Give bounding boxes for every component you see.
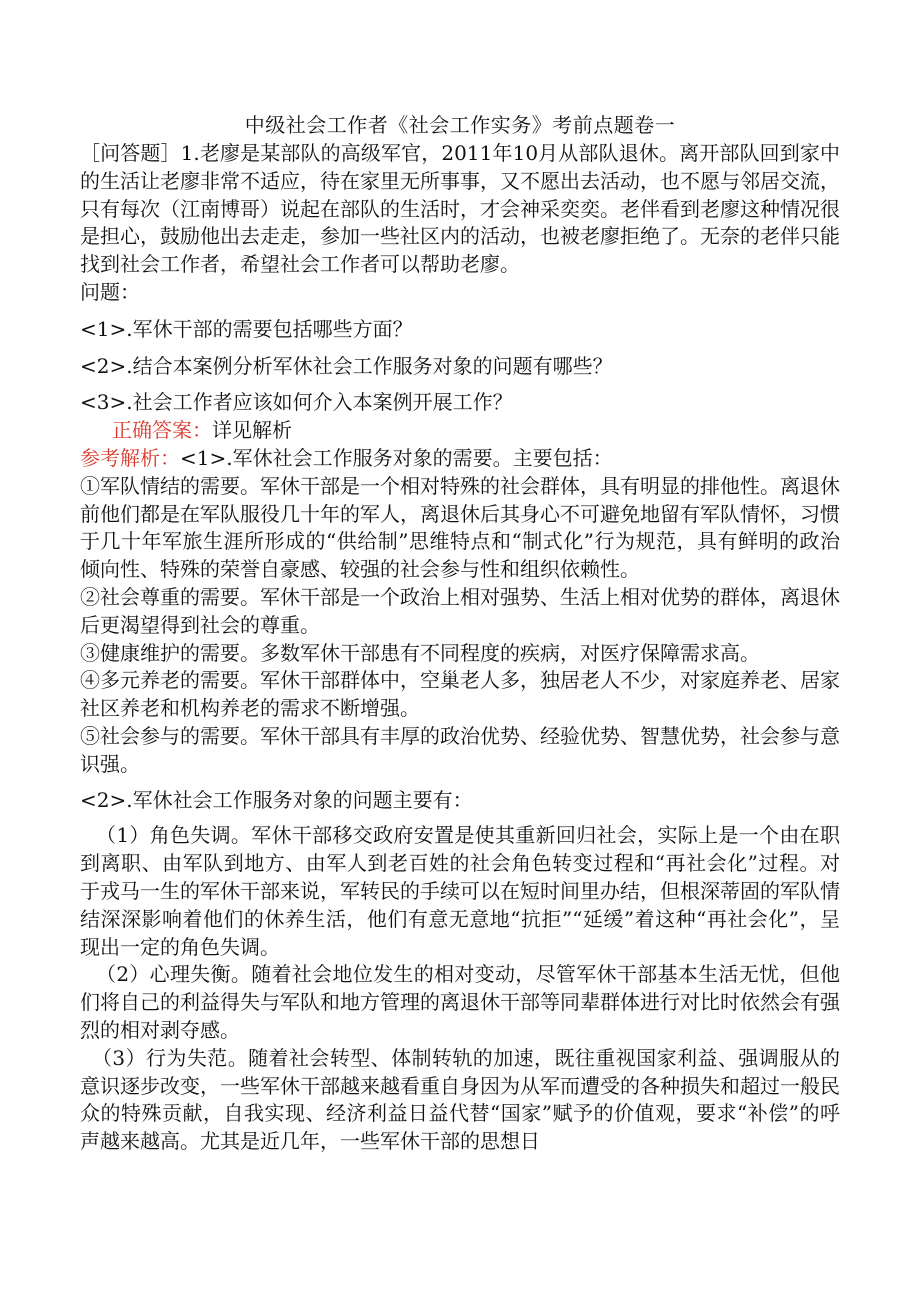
questions-label: 问题：	[80, 279, 140, 304]
problem-item-3: （3）行为失范。随着社会转型、体制转轨的加速，既往重视国家利益、强调服从的意识逐步改变，一些军休干部越来越看重自身因为从军而遭受的各种损失和超过一般民众的特殊贡献，自我实现、经济利益日益代替“国家”赋予的价值观，要求“补偿”的呼声越来越高。尤其是近几年，一些军休干部的思想日	[80, 1045, 840, 1154]
answer-label: 正确答案：	[112, 418, 212, 443]
analysis-intro: <1>.军休社会工作服务对象的需要。主要包括：	[180, 445, 613, 470]
analysis-label: 参考解析：	[80, 445, 180, 470]
analysis-line	[80, 445, 840, 473]
answer-value: 详见解析	[212, 418, 292, 443]
problem-item-1: （1）角色失调。军休干部移交政府安置是使其重新回归社会，实际上是一个由在职到离职、由军队到地方、由军人到老百姓的社会角色转变过程和“再社会化”过程。对于戎马一生的军休干部来说，军转民的手续可以在短时间里办结，但根深蒂固的军队情结深深影响着他们的休养生活，他们有意无意地“抗拒”“延缓”着这种“再社会化”，呈现出一定的角色失调。	[80, 823, 840, 959]
page-title: 中级社会工作者《社会工作实务》考前点题卷一	[244, 113, 676, 137]
question-type-tag: ［问答题］	[80, 141, 181, 165]
question-paragraph	[80, 140, 840, 279]
problems-intro: <2>.军休社会工作服务对象的问题主要有：	[80, 787, 473, 812]
need-item-2: ②社会尊重的需要。军休干部是一个政治上相对强势、生活上相对优势的群体，离退休后更渴望得到社会的尊重。	[80, 584, 840, 637]
answer-line	[80, 417, 840, 445]
need-item-1: ①军队情结的需要。军休干部是一个相对特殊的社会群体，具有明显的排他性。离退休前他们都是在军队服役几十年的军人，离退休后其身心不可避免地留有军队情怀，习惯于几十年军旅生涯所形成的“供给制”思维特点和“制式化”行为规范，具有鲜明的政治倾向性、特殊的荣誉自豪感、较强的社会参与性和组织依赖性。	[80, 473, 840, 582]
question-3: <3>.社会工作者应该如何介入本案例开展工作？	[80, 390, 513, 415]
need-item-5: ⑤社会参与的需要。军休干部具有丰厚的政治优势、经验优势、智慧优势，社会参与意识强。	[80, 723, 840, 776]
need-item-3: ③健康维护的需要。多数军休干部患有不同程度的疾病，对医疗保障需求高。	[80, 640, 760, 665]
question-text: 1.老廖是某部队的高级军官，2011年10月从部队退休。离开部队回到家中的生活让老廖非常不适应，待在家里无所事事，又不愿出去活动，也不愿与邻居交流，只有每次（江南博哥）说起在部队的生活时，才会神采奕奕。老伴看到老廖这种情况很是担心，鼓励他出去走走，参加一些社区内的活动，也被老廖拒绝了。无奈的老伴只能找到社会工作者，希望社会工作者可以帮助老廖。	[80, 141, 840, 277]
problem-item-2: （2）心理失衡。随着社会地位发生的相对变动，尽管军休干部基本生活无忧，但他们将自己的利益得失与军队和地方管理的离退休干部等同辈群体进行对比时依然会有强烈的相对剥夺感。	[80, 962, 840, 1042]
question-2: <2>.结合本案例分析军休社会工作服务对象的问题有哪些？	[80, 353, 613, 378]
document-body	[80, 140, 840, 1156]
question-1: <1>.军休干部的需要包括哪些方面？	[80, 316, 413, 341]
need-item-4: ④多元养老的需要。军休干部群体中，空巢老人多，独居老人不少，对家庭养老、居家社区养老和机构养老的需求不断增强。	[80, 668, 840, 721]
